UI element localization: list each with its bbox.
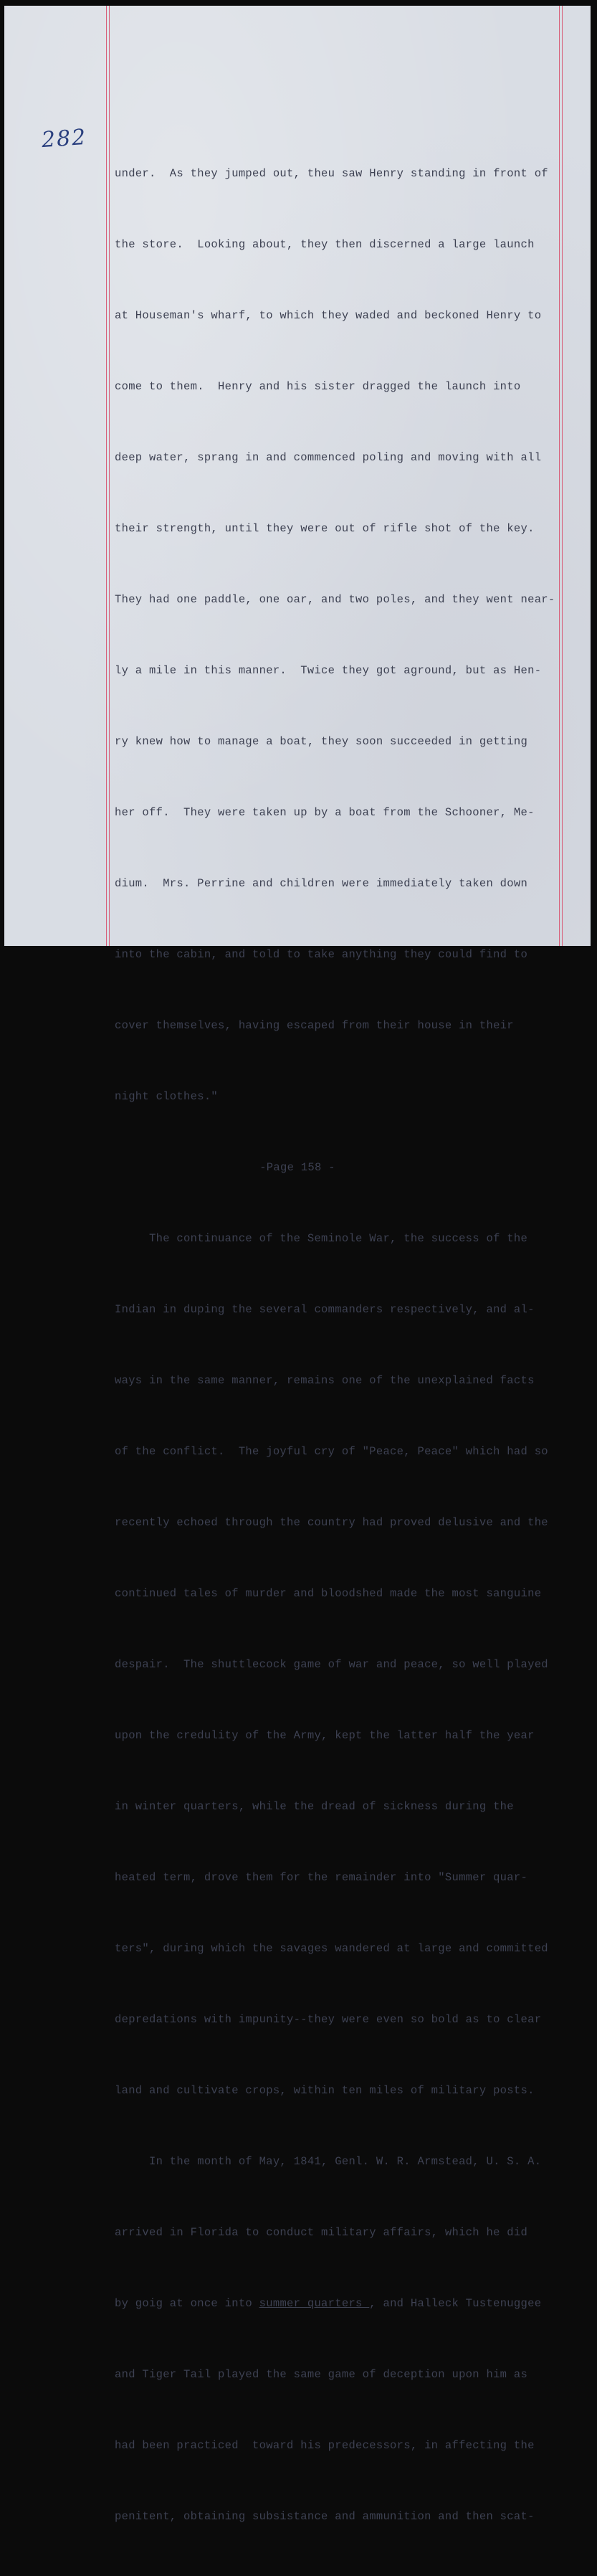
text-line: of the conflict. The joyful cry of "Peace, Peace" which had so <box>115 1445 548 1458</box>
text-line: night clothes." <box>115 1090 219 1103</box>
typed-page <box>4 6 591 2523</box>
text-line: the store. Looking about, they then discerned a large launch <box>115 238 535 251</box>
text-line: penitent, obtaining subsistance and ammunition and then scat- <box>115 2510 535 2523</box>
text-line-start: by goig at once into <box>115 2297 259 2310</box>
text-line: and Tiger Tail played the same game of deception upon him as <box>115 2368 528 2381</box>
text-line: in winter quarters, while the dread of sickness during the <box>115 1800 514 1813</box>
text-line: at Houseman's wharf, to which they waded and beckoned Henry to <box>115 309 542 322</box>
text-line: arrived in Florida to conduct military affairs, which he did <box>115 2226 528 2239</box>
text-line: come to them. Henry and his sister dragged the launch into <box>115 380 521 393</box>
text-line: recently echoed through the country had proved delusive and the <box>115 1516 548 1529</box>
typed-text-body <box>115 115 588 2576</box>
text-line: their strength, until they were out of rifle shot of the key. <box>115 522 535 535</box>
text-line: under. As they jumped out, theu saw Henry standing in front of <box>115 167 548 180</box>
margin-line <box>109 6 110 946</box>
text-line: ters", during which the savages wandered at large and committed <box>115 1942 548 1955</box>
text-line: into the cabin, and told to take anything they could find to <box>115 948 528 961</box>
text-line: depredations with impunity--they were even so bold as to clear <box>115 2013 542 2026</box>
text-line: upon the credulity of the Army, kept the latter half the year <box>115 1729 535 1742</box>
handwritten-page-number: 282 <box>40 124 88 153</box>
text-line: They had one paddle, one oar, and two poles, and they went near- <box>115 593 555 606</box>
text-line: deep water, sprang in and commenced poling and moving with all <box>115 451 542 464</box>
text-line: despair. The shuttlecock game of war and peace, so well played <box>115 1658 548 1671</box>
page-reference: -Page 158 - <box>259 1161 335 1174</box>
text-line: heated term, drove them for the remainder into "Summer quar- <box>115 1871 528 1884</box>
text-line: The continuance of the Seminole War, the success of the <box>115 1232 528 1245</box>
text-line: In the month of May, 1841, Genl. W. R. Armstead, U. S. A. <box>115 2155 542 2168</box>
text-line-end: , and Halleck Tustenuggee <box>369 2297 542 2310</box>
text-line: her off. They were taken up by a boat from the Schooner, Me- <box>115 806 535 819</box>
text-line: ly a mile in this manner. Twice they got aground, but as Hen- <box>115 664 542 677</box>
text-line: cover themselves, having escaped from their house in their <box>115 1019 514 1032</box>
text-line: ways in the same manner, remains one of the unexplained facts <box>115 1374 535 1387</box>
underlined-phrase: summer quarters <box>259 2297 370 2310</box>
text-line: continued tales of murder and bloodshed made the most sanguine <box>115 1587 542 1600</box>
text-line: land and cultivate crops, within ten miles of military posts. <box>115 2084 535 2097</box>
text-line: dium. Mrs. Perrine and children were immediately taken down <box>115 877 528 890</box>
margin-line <box>106 6 107 946</box>
text-line <box>115 2292 588 2316</box>
text-line: ry knew how to manage a boat, they soon succeeded in getting <box>115 735 528 748</box>
text-line: Indian in duping the several commanders respectively, and al- <box>115 1303 535 1316</box>
text-line: had been practiced toward his predecessors, in affecting the <box>115 2439 535 2452</box>
